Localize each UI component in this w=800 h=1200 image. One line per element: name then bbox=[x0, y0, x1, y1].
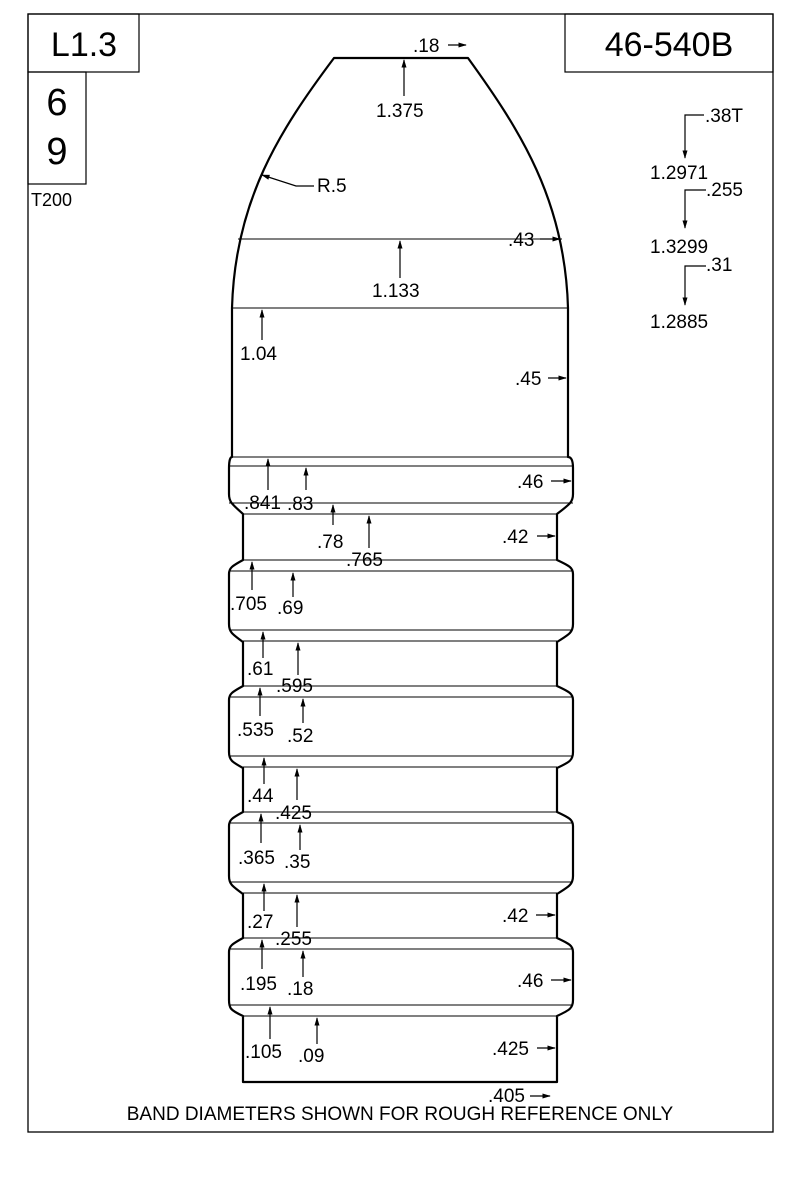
length-104: 1.04 bbox=[240, 344, 277, 365]
dia-45: .45 bbox=[515, 369, 542, 390]
dia-425: .425 bbox=[492, 1039, 529, 1060]
stack-tag-2: .255 bbox=[706, 180, 743, 201]
dim-365: .365 bbox=[238, 848, 275, 869]
section-lines bbox=[229, 239, 573, 1016]
dia-46-bottom: .46 bbox=[517, 971, 544, 992]
dim-44: .44 bbox=[247, 786, 274, 807]
dim-595: .595 bbox=[276, 676, 313, 697]
cavity-bottom: 9 bbox=[46, 131, 68, 173]
dim-61: .61 bbox=[247, 659, 274, 680]
dim-255: .255 bbox=[275, 929, 312, 950]
dim-69: .69 bbox=[277, 598, 304, 619]
dim-841: .841 bbox=[244, 493, 281, 514]
meplat-dia: .18 bbox=[413, 36, 440, 57]
stack-value-1: 1.2971 bbox=[650, 163, 709, 184]
part-number: 46-540B bbox=[604, 26, 734, 64]
right-stack-arrows bbox=[685, 115, 706, 305]
dia-46-top: .46 bbox=[517, 472, 544, 493]
footer-note: BAND DIAMETERS SHOWN FOR ROUGH REFERENCE ONLY bbox=[126, 1104, 674, 1125]
dim-78: .78 bbox=[317, 532, 344, 553]
dia-42-bottom: .42 bbox=[502, 906, 529, 927]
dim-18: .18 bbox=[287, 979, 314, 1000]
length-code: L1.3 bbox=[50, 26, 118, 64]
stack-value-3: 1.2885 bbox=[650, 312, 709, 333]
dim-27: .27 bbox=[247, 912, 274, 933]
cavity-top: 6 bbox=[46, 82, 68, 124]
dim-535: .535 bbox=[237, 720, 274, 741]
dia-405: .405 bbox=[488, 1086, 525, 1107]
alloy-label: T200 bbox=[31, 190, 73, 210]
length-1133: 1.133 bbox=[372, 281, 420, 302]
radius-leader bbox=[262, 175, 314, 186]
dia-43: .43 bbox=[508, 230, 535, 251]
dia-42-top: .42 bbox=[502, 527, 529, 548]
dim-35: .35 bbox=[284, 852, 311, 873]
stack-tag-3: .31 bbox=[706, 255, 733, 276]
dim-52: .52 bbox=[287, 726, 314, 747]
dim-83: .83 bbox=[287, 494, 314, 515]
dim-425: .425 bbox=[275, 803, 312, 824]
stack-top-tag: .38T bbox=[705, 106, 744, 127]
dim-705: .705 bbox=[230, 594, 267, 615]
dim-195: .195 bbox=[240, 974, 277, 995]
dim-09: .09 bbox=[298, 1046, 325, 1067]
overall-length: 1.375 bbox=[376, 101, 424, 122]
stack-value-2: 1.3299 bbox=[650, 237, 709, 258]
dim-105: .105 bbox=[245, 1042, 282, 1063]
ogive-radius: R.5 bbox=[317, 176, 347, 197]
dim-765: .765 bbox=[346, 550, 383, 571]
